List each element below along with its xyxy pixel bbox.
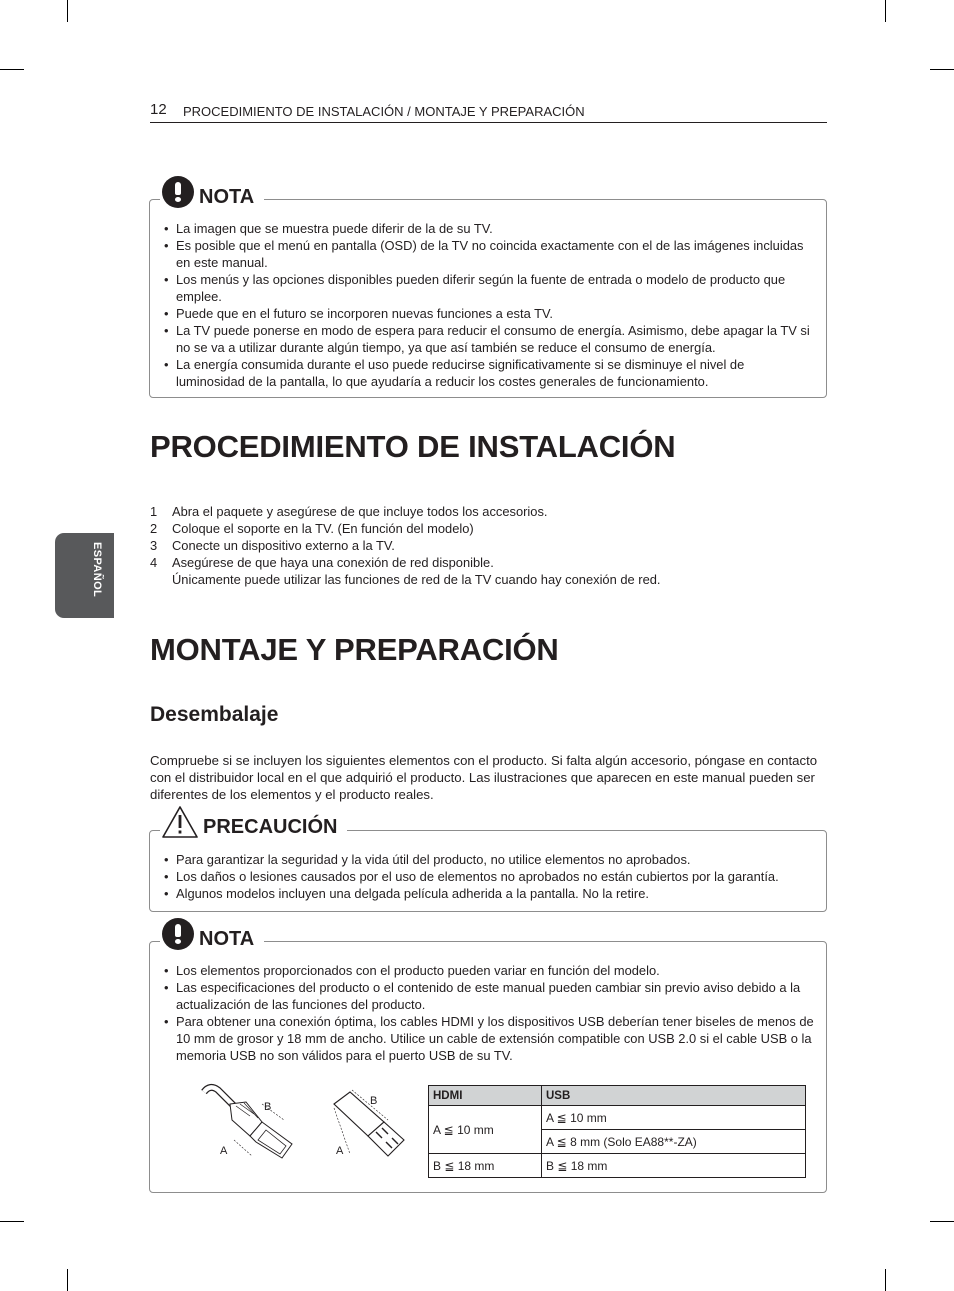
note-label: NOTA bbox=[199, 186, 255, 208]
language-tab-label: ESPAÑOL bbox=[91, 542, 103, 598]
list-item: • Puede que en el futuro se incorporen nuevas funciones a esta TV. bbox=[164, 305, 814, 322]
step-number: 2 bbox=[150, 521, 158, 536]
crop-mark bbox=[67, 0, 68, 22]
list-item: • Para obtener una conexión óptima, los cables HDMI y los dispositivos USB deberían tener biseles de menos de 10 mm de grosor y 18 mm de ancho. Utilice un cable de extensión compatible con USB 2.0 si el cable USB o la memoria USB no son válidos para el puerto USB de su TV. bbox=[164, 1013, 814, 1064]
crop-mark bbox=[67, 1269, 68, 1291]
list-item: • La TV puede ponerse en modo de espera para reducir el consumo de energía. Asimismo, debe apagar la TV si no se va a utilizar durante algún tiempo, ya que así también se reduce el consumo de energía. bbox=[164, 322, 814, 356]
caution-list bbox=[164, 851, 814, 902]
list-item: • Es posible que el menú en pantalla (OSD) de la TV no coincida exactamente con el de las imágenes incluidas en este manual. bbox=[164, 237, 814, 271]
page-header bbox=[150, 101, 827, 123]
install-steps bbox=[150, 503, 820, 588]
header-title: PROCEDIMIENTO DE INSTALACIÓN / MONTAJE Y PREPARACIÓN bbox=[183, 104, 585, 119]
hdmi-label-a: A bbox=[220, 1145, 228, 1157]
usb-stick-illustration bbox=[330, 1082, 410, 1162]
list-item: • Los elementos proporcionados con el producto pueden variar en función del modelo. bbox=[164, 962, 814, 979]
table-header-row bbox=[429, 1086, 806, 1106]
step-text: Asegúrese de que haya una conexión de red disponible. bbox=[172, 555, 494, 570]
table-header: HDMI bbox=[429, 1086, 542, 1106]
list-item: • Para garantizar la seguridad y la vida útil del producto, no utilice elementos no aprobados. bbox=[164, 851, 814, 868]
exclamation-icon bbox=[162, 918, 194, 950]
table-cell: A ≦ 8 mm (Solo EA88**-ZA) bbox=[542, 1130, 806, 1154]
step-number: 1 bbox=[150, 504, 158, 519]
step-subtext: Únicamente puede utilizar las funciones de red de la TV cuando hay conexión de red. bbox=[172, 572, 661, 587]
crop-mark bbox=[0, 1221, 24, 1222]
unpacking-subheading: Desembalaje bbox=[150, 703, 279, 726]
crop-mark bbox=[930, 69, 954, 70]
list-item: • Las especificaciones del producto o el contenido de este manual pueden cambiar sin previo aviso debido a la actualización de las funciones del producto. bbox=[164, 979, 814, 1013]
note-box bbox=[149, 186, 827, 398]
step-item bbox=[150, 503, 820, 520]
note-list bbox=[164, 220, 814, 390]
table-row bbox=[429, 1154, 806, 1178]
step-item bbox=[150, 554, 820, 588]
step-item bbox=[150, 537, 820, 554]
crop-mark bbox=[0, 69, 24, 70]
crop-mark bbox=[885, 0, 886, 22]
hdmi-label-b: B bbox=[264, 1101, 272, 1113]
caution-label: PRECAUCIÓN bbox=[203, 816, 338, 838]
note-box-heading bbox=[160, 918, 264, 950]
warning-triangle-icon bbox=[162, 806, 198, 838]
list-item: • Algunos modelos incluyen una delgada película adherida a la pantalla. No la retire. bbox=[164, 885, 814, 902]
list-item: • La energía consumida durante el uso puede reducirse significativamente si se disminuye el nivel de luminosidad de la pantalla, lo que ayudaría a reducir los costes generales de funcionamiento. bbox=[164, 356, 814, 390]
table-cell: A ≦ 10 mm bbox=[429, 1106, 542, 1154]
list-item: • La imagen que se muestra puede diferir de la de su TV. bbox=[164, 220, 814, 237]
crop-mark bbox=[885, 1269, 886, 1291]
caution-box bbox=[149, 816, 827, 912]
table-cell: B ≦ 18 mm bbox=[429, 1154, 542, 1178]
unpacking-paragraph: Compruebe si se incluyen los siguientes elementos con el producto. Si falta algún accesorio, póngase en contacto con el distribuidor local en el que adquirió el producto. Las ilustraciones que aparecen en este manual pueden ser diferentes de los elementos y el producto reales. bbox=[150, 753, 818, 802]
page-number: 12 bbox=[150, 101, 167, 118]
usb-label-b: B bbox=[370, 1095, 378, 1107]
language-tab bbox=[55, 533, 114, 618]
note-list bbox=[164, 962, 814, 1064]
step-number: 3 bbox=[150, 538, 158, 553]
exclamation-icon bbox=[162, 176, 194, 208]
install-heading: PROCEDIMIENTO DE INSTALACIÓN bbox=[150, 429, 676, 464]
note-box-heading bbox=[160, 176, 264, 208]
table-row bbox=[429, 1106, 806, 1130]
list-item: • Los daños o lesiones causados por el uso de elementos no aprobados no están cubiertos por la garantía. bbox=[164, 868, 814, 885]
step-number: 4 bbox=[150, 555, 158, 570]
step-text: Conecte un dispositivo externo a la TV. bbox=[172, 538, 395, 553]
caution-box-heading bbox=[160, 806, 347, 838]
step-item bbox=[150, 520, 820, 537]
list-item: • Los menús y las opciones disponibles pueden diferir según la fuente de entrada o modelo de producto que emplee. bbox=[164, 271, 814, 305]
note-label: NOTA bbox=[199, 928, 255, 950]
usb-label-a: A bbox=[336, 1145, 344, 1157]
crop-mark bbox=[930, 1221, 954, 1222]
connector-size-table bbox=[428, 1085, 806, 1178]
table-cell: B ≦ 18 mm bbox=[542, 1154, 806, 1178]
table-header: USB bbox=[542, 1086, 806, 1106]
assembly-heading: MONTAJE Y PREPARACIÓN bbox=[150, 632, 559, 667]
step-text: Abra el paquete y asegúrese de que incluye todos los accesorios. bbox=[172, 504, 548, 519]
step-text: Coloque el soporte en la TV. (En función del modelo) bbox=[172, 521, 474, 536]
table-cell: A ≦ 10 mm bbox=[542, 1106, 806, 1130]
hdmi-cable-illustration bbox=[200, 1082, 300, 1162]
